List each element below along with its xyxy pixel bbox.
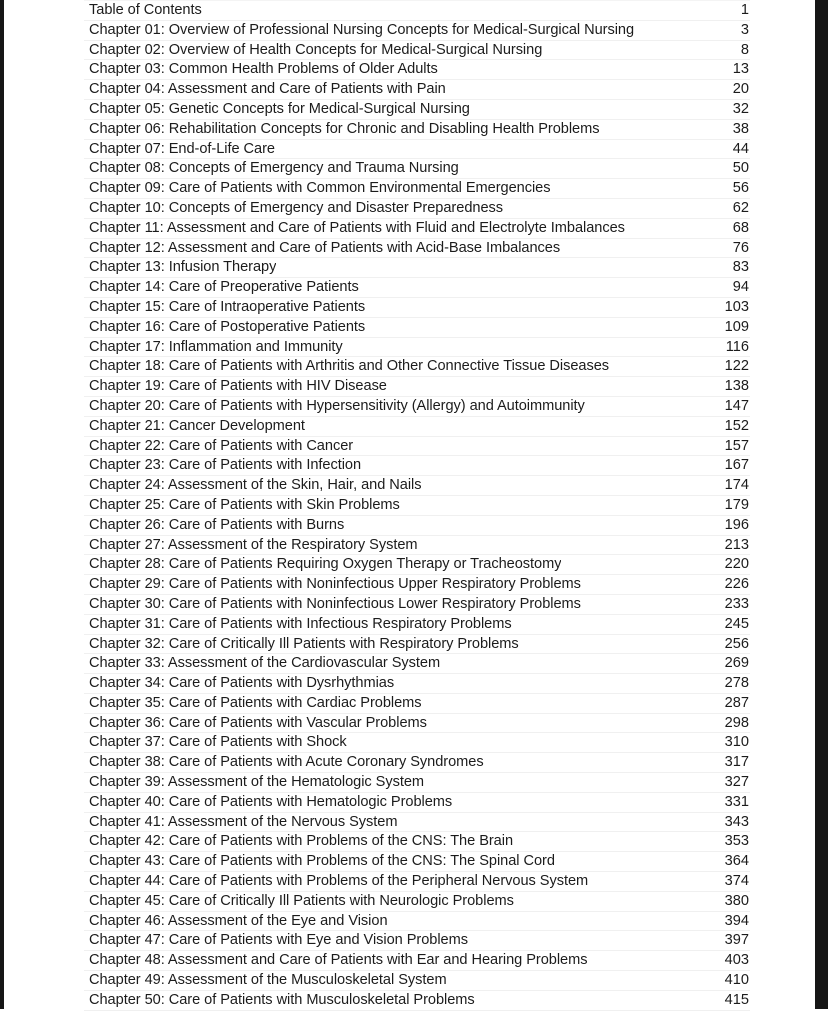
toc-entry-page-number: 109 <box>724 318 749 335</box>
toc-entry-title: Chapter 44: Care of Patients with Problems of the Peripheral Nervous System <box>89 873 589 890</box>
toc-entry-page-number: 103 <box>724 298 749 315</box>
toc-entry-page-number: 94 <box>732 279 749 296</box>
toc-row[interactable] <box>84 239 750 259</box>
toc-row[interactable] <box>84 733 750 753</box>
toc-row[interactable] <box>84 813 750 833</box>
toc-entry-title: Chapter 09: Care of Patients with Common Environmental Emergencies <box>89 180 551 197</box>
toc-entry-page-number: 174 <box>724 477 749 494</box>
toc-row[interactable] <box>84 80 750 100</box>
toc-entry-title: Chapter 05: Genetic Concepts for Medical-Surgical Nursing <box>89 100 470 117</box>
toc-row[interactable] <box>84 338 750 358</box>
toc-row[interactable] <box>84 496 750 516</box>
toc-entry-page-number: 50 <box>732 160 749 177</box>
toc-entry-title: Chapter 31: Care of Patients with Infectious Respiratory Problems <box>89 615 512 632</box>
toc-row[interactable] <box>84 476 750 496</box>
toc-entry-title: Chapter 49: Assessment of the Musculoskeletal System <box>89 972 447 989</box>
toc-entry-title: Chapter 23: Care of Patients with Infection <box>89 457 362 474</box>
toc-row[interactable] <box>84 278 750 298</box>
toc-row[interactable] <box>84 595 750 615</box>
toc-entry-title: Chapter 40: Care of Patients with Hematologic Problems <box>89 793 453 810</box>
toc-row[interactable] <box>84 971 750 991</box>
toc-entry-title: Chapter 26: Care of Patients with Burns <box>89 516 345 533</box>
toc-entry-title: Chapter 29: Care of Patients with Noninfectious Upper Respiratory Problems <box>89 576 581 593</box>
toc-entry-page-number: 364 <box>724 853 749 870</box>
toc-entry-title: Chapter 13: Infusion Therapy <box>89 259 277 276</box>
toc-entry-page-number: 380 <box>724 892 749 909</box>
toc-row[interactable] <box>84 298 750 318</box>
toc-entry-page-number: 68 <box>732 219 749 236</box>
toc-entry-page-number: 394 <box>724 912 749 929</box>
table-of-contents-list <box>84 0 750 1011</box>
toc-entry-page-number: 317 <box>724 754 749 771</box>
toc-row[interactable] <box>84 357 750 377</box>
toc-entry-page-number: 157 <box>724 437 749 454</box>
toc-entry-page-number: 56 <box>732 180 749 197</box>
right-edge-strip <box>815 0 828 1009</box>
toc-row[interactable] <box>84 120 750 140</box>
toc-entry-title: Chapter 03: Common Health Problems of Older Adults <box>89 61 438 78</box>
toc-row[interactable] <box>84 159 750 179</box>
toc-entry-title: Chapter 11: Assessment and Care of Patients with Fluid and Electrolyte Imbalances <box>89 219 625 236</box>
toc-entry-page-number: 287 <box>724 694 749 711</box>
toc-row[interactable] <box>84 60 750 80</box>
toc-entry-page-number: 331 <box>724 793 749 810</box>
toc-entry-page-number: 403 <box>724 952 749 969</box>
toc-entry-title: Chapter 36: Care of Patients with Vascular Problems <box>89 714 427 731</box>
toc-entry-page-number: 256 <box>724 635 749 652</box>
toc-row[interactable] <box>84 575 750 595</box>
toc-entry-title: Chapter 48: Assessment and Care of Patients with Ear and Hearing Problems <box>89 952 588 969</box>
toc-row[interactable] <box>84 674 750 694</box>
toc-entry-title: Chapter 35: Care of Patients with Cardiac Problems <box>89 694 422 711</box>
toc-row[interactable] <box>84 397 750 417</box>
toc-row[interactable] <box>84 931 750 951</box>
toc-entry-title: Chapter 30: Care of Patients with Noninfectious Lower Respiratory Problems <box>89 595 581 612</box>
toc-entry-title: Chapter 39: Assessment of the Hematologic System <box>89 774 425 791</box>
toc-row[interactable] <box>84 377 750 397</box>
toc-entry-page-number: 245 <box>724 615 749 632</box>
toc-entry-title: Chapter 32: Care of Critically Ill Patients with Respiratory Problems <box>89 635 519 652</box>
toc-entry-page-number: 310 <box>724 734 749 751</box>
toc-entry-page-number: 415 <box>724 991 749 1008</box>
toc-entry-title: Chapter 42: Care of Patients with Problems of the CNS: The Brain <box>89 833 514 850</box>
toc-entry-page-number: 1 <box>740 2 749 18</box>
toc-row[interactable] <box>84 179 750 199</box>
toc-row[interactable] <box>84 694 750 714</box>
toc-entry-page-number: 327 <box>724 774 749 791</box>
toc-row[interactable] <box>84 912 750 932</box>
toc-row[interactable] <box>84 714 750 734</box>
toc-row[interactable] <box>84 753 750 773</box>
toc-entry-title: Chapter 24: Assessment of the Skin, Hair, and Nails <box>89 477 422 494</box>
toc-entry-title: Chapter 37: Care of Patients with Shock <box>89 734 347 751</box>
toc-entry-title: Chapter 28: Care of Patients Requiring Oxygen Therapy or Tracheostomy <box>89 556 562 573</box>
toc-entry-page-number: 353 <box>724 833 749 850</box>
toc-row[interactable] <box>84 635 750 655</box>
document-page <box>4 0 815 1009</box>
toc-entry-page-number: 83 <box>732 259 749 276</box>
toc-entry-title: Chapter 43: Care of Patients with Problems of the CNS: The Spinal Cord <box>89 853 555 870</box>
toc-row[interactable] <box>84 318 750 338</box>
toc-entry-title: Chapter 27: Assessment of the Respiratory System <box>89 536 418 553</box>
toc-entry-page-number: 233 <box>724 595 749 612</box>
toc-row[interactable] <box>84 615 750 635</box>
toc-row[interactable] <box>84 258 750 278</box>
toc-entry-page-number: 20 <box>732 81 749 98</box>
toc-entry-page-number: 343 <box>724 813 749 830</box>
toc-row[interactable] <box>84 654 750 674</box>
toc-entry-page-number: 167 <box>724 457 749 474</box>
toc-entry-title: Chapter 08: Concepts of Emergency and Trauma Nursing <box>89 160 459 177</box>
toc-entry-page-number: 122 <box>724 358 749 375</box>
toc-row[interactable] <box>84 100 750 120</box>
toc-entry-page-number: 410 <box>724 972 749 989</box>
toc-row[interactable] <box>84 991 750 1011</box>
toc-row[interactable] <box>84 536 750 556</box>
toc-entry-page-number: 269 <box>724 655 749 672</box>
toc-entry-title: Chapter 16: Care of Postoperative Patients <box>89 318 366 335</box>
toc-row[interactable] <box>84 417 750 437</box>
toc-entry-page-number: 3 <box>740 21 749 38</box>
toc-entry-title: Chapter 07: End-of-Life Care <box>89 140 275 157</box>
toc-entry-title: Chapter 47: Care of Patients with Eye and Vision Problems <box>89 932 468 949</box>
toc-row[interactable] <box>84 140 750 160</box>
toc-entry-title: Chapter 06: Rehabilitation Concepts for Chronic and Disabling Health Problems <box>89 120 600 137</box>
toc-entry-title: Chapter 10: Concepts of Emergency and Disaster Preparedness <box>89 199 504 216</box>
toc-entry-page-number: 278 <box>724 675 749 692</box>
toc-row[interactable] <box>84 0 750 21</box>
toc-row[interactable] <box>84 892 750 912</box>
toc-row[interactable] <box>84 793 750 813</box>
toc-entry-title: Chapter 04: Assessment and Care of Patients with Pain <box>89 81 446 98</box>
toc-row[interactable] <box>84 41 750 61</box>
toc-row[interactable] <box>84 773 750 793</box>
toc-row[interactable] <box>84 832 750 852</box>
toc-entry-title: Chapter 15: Care of Intraoperative Patients <box>89 298 366 315</box>
toc-entry-title: Chapter 50: Care of Patients with Musculoskeletal Problems <box>89 991 475 1008</box>
toc-entry-page-number: 397 <box>724 932 749 949</box>
toc-entry-page-number: 8 <box>740 41 749 58</box>
toc-entry-title: Table of Contents <box>89 2 202 18</box>
toc-entry-page-number: 152 <box>724 417 749 434</box>
toc-row[interactable] <box>84 219 750 239</box>
toc-row[interactable] <box>84 555 750 575</box>
toc-row[interactable] <box>84 516 750 536</box>
toc-entry-page-number: 44 <box>732 140 749 157</box>
toc-entry-page-number: 226 <box>724 576 749 593</box>
toc-entry-page-number: 138 <box>724 378 749 395</box>
toc-entry-title: Chapter 45: Care of Critically Ill Patients with Neurologic Problems <box>89 892 514 909</box>
toc-entry-page-number: 220 <box>724 556 749 573</box>
toc-row[interactable] <box>84 21 750 41</box>
toc-entry-title: Chapter 17: Inflammation and Immunity <box>89 338 343 355</box>
toc-entry-page-number: 76 <box>732 239 749 256</box>
toc-entry-title: Chapter 34: Care of Patients with Dysrhythmias <box>89 675 395 692</box>
toc-entry-page-number: 32 <box>732 100 749 117</box>
toc-row[interactable] <box>84 437 750 457</box>
toc-row[interactable] <box>84 872 750 892</box>
toc-entry-title: Chapter 20: Care of Patients with Hypersensitivity (Allergy) and Autoimmunity <box>89 397 585 414</box>
toc-entry-page-number: 38 <box>732 120 749 137</box>
toc-entry-page-number: 298 <box>724 714 749 731</box>
toc-entry-title: Chapter 14: Care of Preoperative Patients <box>89 279 359 296</box>
toc-row[interactable] <box>84 852 750 872</box>
toc-entry-page-number: 116 <box>725 338 749 355</box>
toc-entry-page-number: 13 <box>732 61 749 78</box>
toc-entry-page-number: 62 <box>732 199 749 216</box>
toc-entry-title: Chapter 02: Overview of Health Concepts for Medical-Surgical Nursing <box>89 41 543 58</box>
toc-entry-page-number: 374 <box>724 873 749 890</box>
toc-entry-page-number: 213 <box>724 536 749 553</box>
toc-entry-title: Chapter 18: Care of Patients with Arthritis and Other Connective Tissue Diseases <box>89 358 610 375</box>
toc-entry-page-number: 179 <box>724 496 749 513</box>
toc-entry-title: Chapter 33: Assessment of the Cardiovascular System <box>89 655 441 672</box>
toc-entry-page-number: 196 <box>724 516 749 533</box>
toc-entry-title: Chapter 12: Assessment and Care of Patients with Acid-Base Imbalances <box>89 239 561 256</box>
toc-entry-title: Chapter 41: Assessment of the Nervous System <box>89 813 398 830</box>
toc-row[interactable] <box>84 951 750 971</box>
toc-entry-title: Chapter 19: Care of Patients with HIV Disease <box>89 378 387 395</box>
toc-entry-title: Chapter 21: Cancer Development <box>89 417 305 434</box>
toc-entry-page-number: 147 <box>724 397 749 414</box>
toc-row[interactable] <box>84 199 750 219</box>
toc-row[interactable] <box>84 456 750 476</box>
toc-entry-title: Chapter 22: Care of Patients with Cancer <box>89 437 354 454</box>
toc-entry-title: Chapter 38: Care of Patients with Acute Coronary Syndromes <box>89 754 484 771</box>
toc-entry-title: Chapter 46: Assessment of the Eye and Vision <box>89 912 388 929</box>
toc-entry-title: Chapter 01: Overview of Professional Nursing Concepts for Medical-Surgical Nursing <box>89 21 635 38</box>
toc-entry-title: Chapter 25: Care of Patients with Skin Problems <box>89 496 400 513</box>
